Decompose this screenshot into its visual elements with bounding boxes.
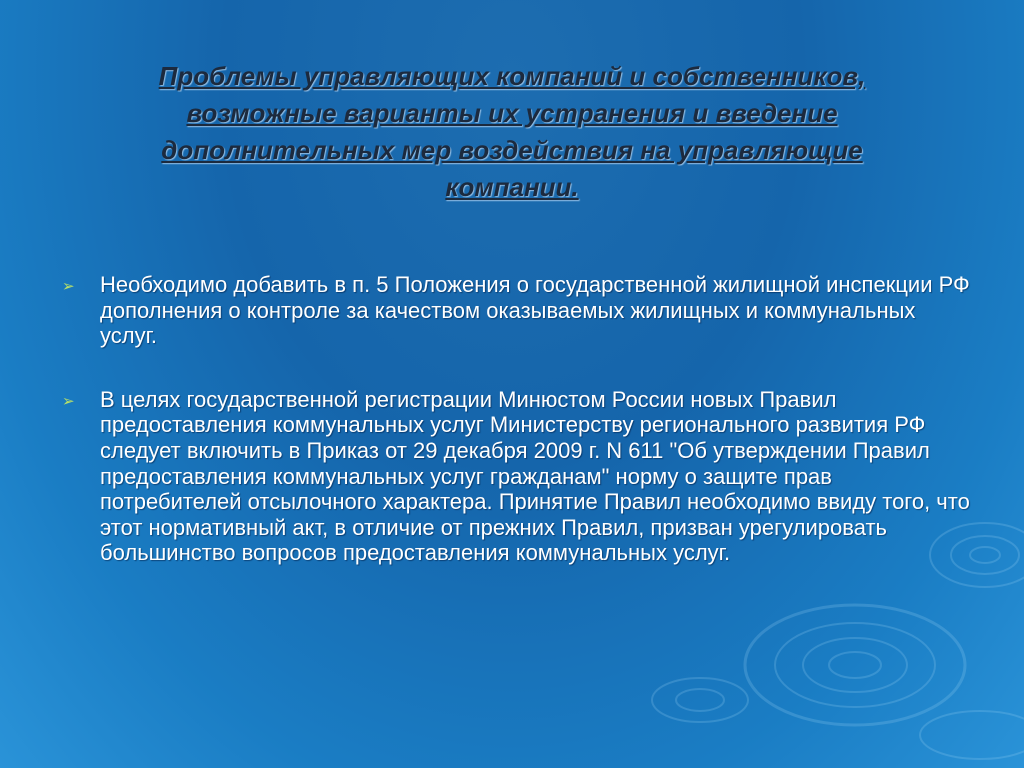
arrow-bullet-icon: ➢	[62, 278, 75, 295]
arrow-bullet-icon: ➢	[62, 392, 75, 410]
slide-title: Проблемы управляющих компаний и собственников, возможные варианты их устранения и введение дополнительных мер воздействия на управляющие компании.	[158, 61, 866, 202]
bullet-list	[62, 272, 972, 566]
bullet-text: В целях государственной регистрации Минюстом России новых Правил предоставления коммунальных услуг Министерству регионального развития РФ следует включить в Приказ от 29 декабря 2009 г. N 611 "Об утверждении Правил предоставления коммунальных услуг гражданам" норму о защите прав потребителей отсылочного характера. Принятие Правил необходимо ввиду того, что этот нормативный акт, в отличие от прежних Правил, призван урегулировать большинство вопросов предоставления коммунальных услуг.	[100, 386, 970, 566]
bullet-text: Необходимо добавить в п. 5 Положения о государственной жилищной инспекции РФ дополнения о контроле за качеством оказываемых жилищных и коммунальных услуг.	[100, 272, 970, 349]
list-item	[62, 272, 972, 349]
list-item	[62, 387, 972, 566]
